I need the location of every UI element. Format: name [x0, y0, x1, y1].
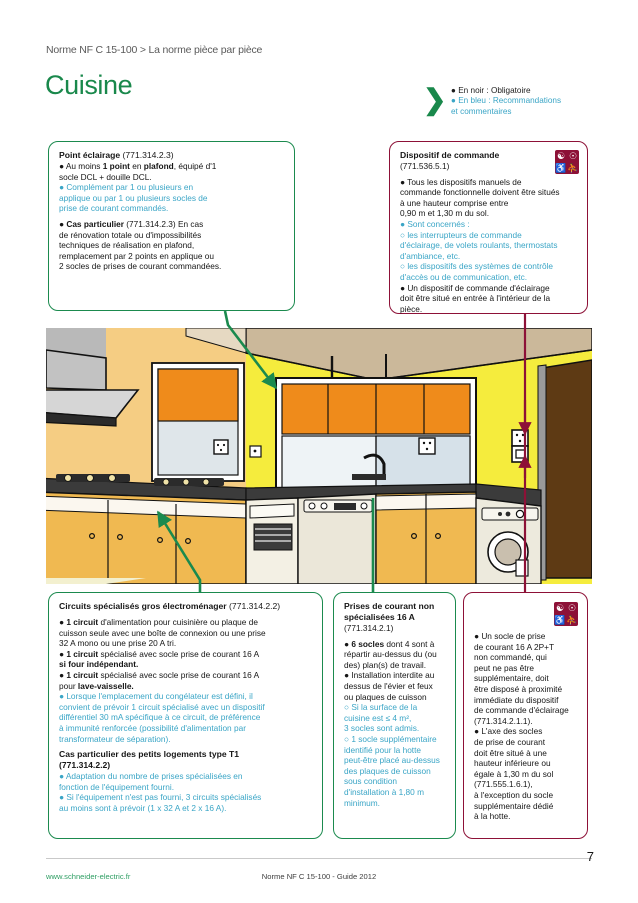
callout-title: Circuits spécialisés gros électroménager (771.314.2.2) — [59, 601, 281, 611]
callout-line: minimum. — [344, 797, 380, 808]
socket-icon-left — [214, 440, 228, 454]
callout-line: cuisine est ≤ 4 m², — [344, 712, 412, 723]
callout-line: supplémentaire, doit — [474, 673, 549, 684]
callout-title: Point éclairage (771.314.2.3) — [59, 150, 174, 160]
callout-line: ○ Si la surface de la — [344, 702, 418, 713]
callout-line: ● Tous les dispositifs manuels de — [400, 176, 522, 187]
callout-dispositif-commande — [389, 141, 588, 314]
accessibility-icon — [555, 150, 579, 174]
wheelchair-icon: ♿ — [554, 615, 566, 625]
callout-line: ● Adaptation du nombre de prises spécialisées en — [59, 771, 243, 782]
callout-ref: (771.536.5.1) — [400, 161, 450, 171]
callout-line: ● L'axe des socles — [474, 726, 543, 737]
visual-icon: ☉ — [568, 151, 578, 161]
callout-circuits-specialises — [48, 592, 323, 839]
callout-line: sous condition — [344, 776, 398, 787]
callout-line: cuisson seule avec une boîte de connexion ou une prise — [59, 627, 266, 638]
callout-line: 32 A mono ou une prise 20 A tri. — [59, 638, 177, 649]
socket-icon-corner — [250, 446, 261, 457]
visual-icon: ☉ — [567, 603, 577, 613]
callout-ref: (771.314.2.1) — [344, 623, 394, 633]
footer-website[interactable]: www.schneider-electric.fr — [46, 872, 131, 881]
callout-line: d'ambiance, etc. — [400, 250, 461, 261]
callout-line: techniques de réalisation en plafond, — [59, 240, 195, 251]
socket-icon-far-right-low — [516, 560, 528, 576]
footer-divider — [46, 858, 592, 859]
callout-socle-prise — [463, 592, 588, 839]
callout-line: peut ne pas être — [474, 662, 534, 673]
callout-line: à immunité renforcée (possibilité d'alimentation par — [59, 722, 246, 733]
callout-subtitle: Cas particulier des petits logements type T1 — [59, 749, 240, 760]
callout-line: 3 socles sont admis. — [344, 723, 420, 734]
callout-line: d'accès ou de communication, etc. — [400, 271, 528, 282]
legend-item-recommandations: ● En bleu : Recommandations — [451, 96, 562, 106]
callout-title-2: spécialisées 16 A — [344, 612, 415, 622]
callout-title: Dispositif de commande — [400, 150, 500, 160]
footer-guide-title: Norme NF C 15-100 - Guide 2012 — [261, 872, 377, 881]
hearing-icon: ☯ — [556, 151, 566, 161]
chevron-right-icon: ❯ — [423, 84, 447, 115]
callout-line: commande fonctionnelle doivent être situés — [400, 187, 560, 198]
callout-line: être disposé à proximité — [474, 683, 563, 694]
callout-line: socle DCL + douille DCL. — [59, 171, 152, 182]
callout-line: ○ 1 socle supplémentaire — [344, 733, 437, 744]
callout-line: à l'exception du socle — [474, 789, 554, 800]
callout-line: ● 1 circuit spécialisé avec socle prise de courant 16 A — [59, 669, 260, 680]
callout-line: de rénovation totale ou d'impossibilités — [59, 229, 202, 240]
wheelchair-icon: ♿ — [555, 163, 567, 173]
callout-line: des plaques de cuisson — [344, 765, 431, 776]
callout-line: 2 socles de prises de courant commandées. — [59, 261, 222, 272]
callout-line: ● Cas particulier (771.314.2.3) En cas — [59, 218, 204, 229]
socket-icon-backwall — [419, 438, 435, 454]
callout-line: ● Lorsque l'emplacement du congélateur est défini, il — [59, 691, 253, 702]
accessibility-icon — [554, 602, 578, 626]
mobility-icon: ⛹ — [566, 615, 578, 625]
callout-line: de commande d'éclairage — [474, 705, 569, 716]
callout-line: ● Sont concernés : — [400, 218, 470, 229]
callout-line: ● 1 circuit d'alimentation pour cuisinière ou plaque de — [59, 617, 258, 627]
callout-line: hauteur inférieure ou — [474, 758, 551, 769]
breadcrumb: Norme NF C 15-100 > La norme pièce par pièce — [46, 44, 263, 56]
callout-line: ● Si l'équipement n'est pas fourni, 3 circuits spécialisés — [59, 792, 262, 803]
kitchen-illustration — [46, 328, 592, 584]
callout-prises-courant — [333, 592, 456, 839]
callout-line: non commandé, qui — [474, 652, 547, 663]
callout-line: immédiate du dispositif — [474, 694, 559, 705]
callout-line: différentiel 30 mA spécifique à ce circuit, de préférence — [59, 712, 261, 723]
callout-line: supplémentaire dédié — [474, 800, 554, 811]
callout-line: ○ les dispositifs des systèmes de contrôle — [400, 261, 554, 272]
callout-subtitle-ref: (771.314.2.2) — [59, 760, 111, 771]
callout-line: transformateur de séparation). — [59, 733, 171, 744]
kitchen-drawing — [46, 328, 592, 584]
callout-line: des) plan(s) de travail. — [344, 659, 427, 670]
socket-switch-icon-right — [512, 430, 528, 462]
callout-line: applique ou par 1 ou plusieurs socles de — [59, 192, 208, 203]
callout-line: prise de courant commandés. — [59, 203, 169, 214]
callout-line: ou plaques de cuisson — [344, 691, 427, 702]
legend-item-commentaires: et commentaires — [451, 106, 512, 116]
callout-line: peut-être placé au-dessus — [344, 755, 440, 766]
legend-item-obligatoire: ● En noir : Obligatoire — [451, 86, 531, 95]
callout-line: ● Un dispositif de commande d'éclairage — [400, 282, 550, 293]
callout-line: ● Au moins 1 point en plafond, équipé d'1 — [59, 161, 217, 171]
callout-line: convient de prévoir 1 circuit spécialisé avec un dispositif — [59, 701, 265, 712]
callout-line: ● 6 socles dont 4 sont à — [344, 638, 435, 649]
mobility-icon: ⛹ — [567, 163, 579, 173]
page-title: Cuisine — [45, 70, 133, 100]
callout-line: (771.555.1.6.1), — [474, 779, 533, 790]
callout-line: 0,90 m et 1,30 m du sol. — [400, 208, 490, 219]
callout-line: ● Installation interdite au — [344, 670, 435, 681]
callout-line: d'installation à 1,80 m — [344, 786, 424, 797]
callout-line: doit être situé à une — [474, 747, 547, 758]
callout-line: remplacement par 2 points en applique ou — [59, 250, 214, 261]
callout-line: à une hauteur comprise entre — [400, 197, 509, 208]
callout-line: ● Un socle de prise — [474, 631, 546, 641]
callout-line: de prise de courant — [474, 736, 546, 747]
callout-line: d'éclairage, de volets roulants, thermostats — [400, 240, 558, 251]
legend — [423, 86, 608, 126]
callout-line: au moins sont à prévoir (1 x 32 A et 2 x 16 A). — [59, 802, 227, 813]
callout-line: égale à 1,30 m du sol — [474, 768, 554, 779]
callout-line: doit être situé en entrée à l'intérieur de la — [400, 293, 551, 304]
callout-line: ● 1 circuit spécialisé avec socle prise de courant 16 A — [59, 648, 260, 659]
callout-line: répartir au-dessus du (ou — [344, 649, 437, 660]
callout-line: si four indépendant. — [59, 659, 139, 670]
page-number: 7 — [586, 849, 594, 864]
callout-line: pour lave-vaisselle. — [59, 680, 134, 691]
callout-line: de courant 16 A 2P+T — [474, 641, 555, 652]
callout-point-eclairage — [48, 141, 295, 311]
callout-title: Prises de courant non — [344, 601, 435, 611]
callout-line: ● Complément par 1 ou plusieurs en — [59, 182, 194, 193]
hearing-icon: ☯ — [555, 603, 565, 613]
legend-lines — [451, 86, 609, 117]
callout-line: fonction de l'équipement fourni. — [59, 781, 175, 792]
callout-line: dessus de l'évier et feux — [344, 680, 433, 691]
callout-line: identifié pour la hotte — [344, 744, 422, 755]
callout-line: (771.314.2.1.1). — [474, 715, 533, 726]
callout-line: à la hotte. — [474, 811, 511, 822]
callout-line: ○ les interrupteurs de commande — [400, 229, 522, 240]
callout-line: pièce. — [400, 303, 423, 314]
